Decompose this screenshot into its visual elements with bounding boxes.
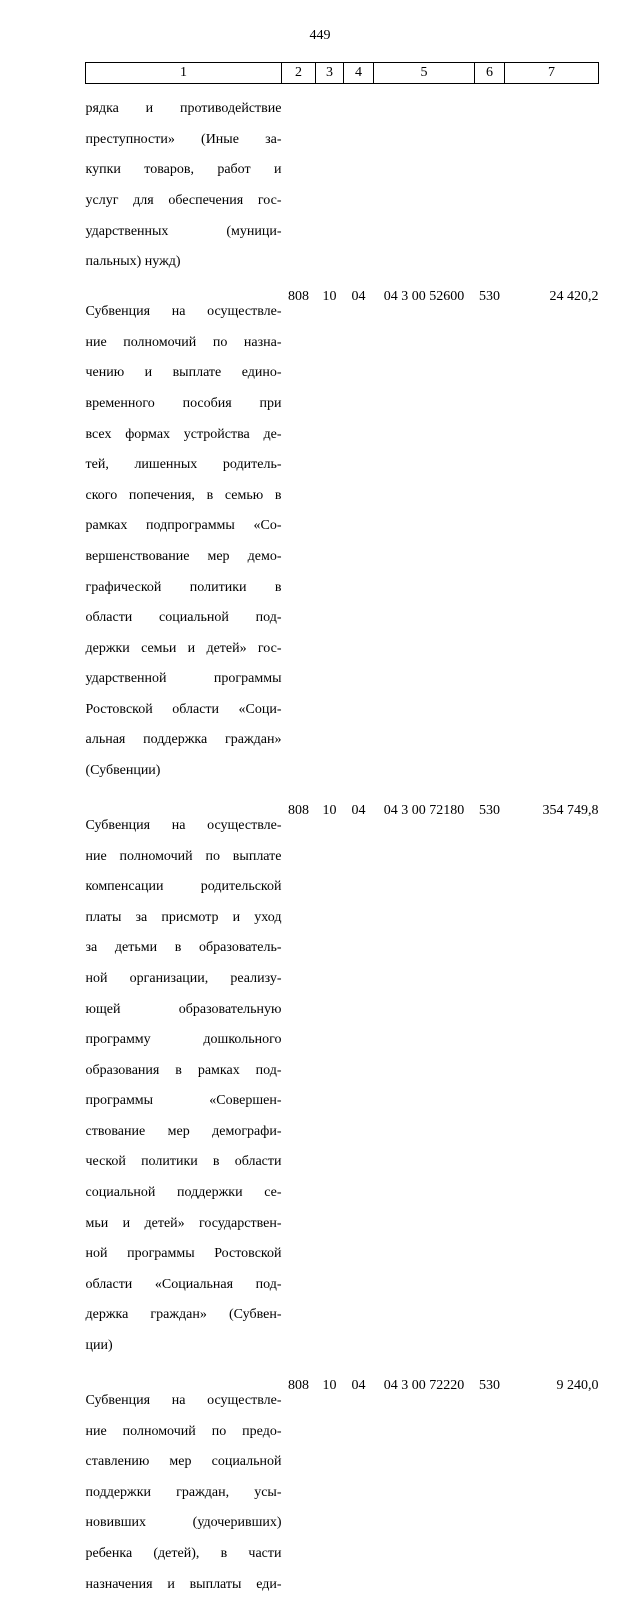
text-line: пальных) нужд) (86, 254, 282, 269)
header-col-1: 1 (86, 63, 282, 84)
text-line: ной программы Ростовской (86, 1246, 282, 1261)
header-col-3: 3 (316, 63, 344, 84)
text-line: временного пособия при (86, 396, 282, 411)
text-line: мьи и детей» государствен- (86, 1216, 282, 1231)
row-description (86, 288, 282, 802)
text-line: ние полномочий по предо- (86, 1424, 282, 1439)
text-line: платы за присмотр и уход (86, 910, 282, 925)
ved-code: 808 (282, 1377, 316, 1615)
row-description (86, 1377, 282, 1615)
section-code: 10 (316, 1377, 344, 1615)
amount-value: 9 240,0 (505, 1377, 599, 1615)
text-line: держки семьи и детей» гос- (86, 641, 282, 656)
subsection-code: 04 (344, 288, 374, 802)
text-line: поддержки граждан, усы- (86, 1485, 282, 1500)
table-body (86, 84, 599, 1615)
table-row (86, 802, 599, 1377)
table-header (86, 63, 599, 84)
subsection-code: 04 (344, 1377, 374, 1615)
text-line: Субвенция на осуществле- (86, 818, 282, 833)
table-row (86, 1377, 599, 1615)
header-col-4: 4 (344, 63, 374, 84)
text-line: области социальной под- (86, 610, 282, 625)
row-description (86, 802, 282, 1377)
text-line: ставлению мер социальной (86, 1454, 282, 1469)
budget-table (85, 62, 599, 1615)
text-line: Ростовской области «Соци- (86, 702, 282, 717)
text-line: чению и выплате едино- (86, 365, 282, 380)
header-col-6: 6 (475, 63, 505, 84)
text-line: ребенка (детей), в части (86, 1546, 282, 1561)
text-line: ние полномочий по назна- (86, 335, 282, 350)
header-col-5: 5 (374, 63, 475, 84)
text-line: тей, лишенных родитель- (86, 457, 282, 472)
text-line: вершенствование мер демо- (86, 549, 282, 564)
page-number: 449 (0, 28, 640, 44)
text-line: компенсации родительской (86, 879, 282, 894)
text-line: всех формах устройства де- (86, 427, 282, 442)
text-line: новивших (удочеривших) (86, 1515, 282, 1530)
text-line: графической политики в (86, 580, 282, 595)
text-line: преступности» (Иные за- (86, 132, 282, 147)
text-line: ющей образовательную (86, 1002, 282, 1017)
ved-code: 808 (282, 288, 316, 802)
text-line: назначения и выплаты еди- (86, 1577, 282, 1592)
expense-type-code: 530 (475, 1377, 505, 1615)
expense-type-code: 530 (475, 288, 505, 802)
text-line: ние полномочий по выплате (86, 849, 282, 864)
text-line: образования в рамках под- (86, 1063, 282, 1078)
section-code: 10 (316, 288, 344, 802)
text-line: рамках подпрограммы «Со- (86, 518, 282, 533)
target-article-code: 04 3 00 52600 (374, 288, 475, 802)
ved-code: 808 (282, 802, 316, 1377)
text-line: ствование мер демографи- (86, 1124, 282, 1139)
text-line: ции) (86, 1338, 282, 1353)
amount-value: 24 420,2 (505, 288, 599, 802)
header-col-7: 7 (505, 63, 599, 84)
table-row (86, 288, 599, 802)
table-row-continued (86, 84, 599, 288)
text-line: за детьми в образователь- (86, 940, 282, 955)
header-col-2: 2 (282, 63, 316, 84)
text-line: купки товаров, работ и (86, 162, 282, 177)
text-line: ударственной программы (86, 671, 282, 686)
subsection-code: 04 (344, 802, 374, 1377)
text-line: Субвенция на осуществле- (86, 304, 282, 319)
continued-description (86, 84, 282, 288)
text-line: рядка и противодействие (86, 101, 282, 116)
text-line: альная поддержка граждан» (86, 732, 282, 747)
text-line: (Субвенции) (86, 763, 282, 778)
text-line: держка граждан» (Субвен- (86, 1307, 282, 1322)
text-line: программы «Совершен- (86, 1093, 282, 1108)
text-line: услуг для обеспечения гос- (86, 193, 282, 208)
text-line: ной организации, реализу- (86, 971, 282, 986)
text-line: ударственных (муници- (86, 224, 282, 239)
text-line: области «Социальная под- (86, 1277, 282, 1292)
text-line: социальной поддержки се- (86, 1185, 282, 1200)
text-line: программу дошкольного (86, 1032, 282, 1047)
text-line: Субвенция на осуществле- (86, 1393, 282, 1408)
expense-type-code: 530 (475, 802, 505, 1377)
text-line: ческой политики в области (86, 1154, 282, 1169)
text-line: ского попечения, в семью в (86, 488, 282, 503)
target-article-code: 04 3 00 72220 (374, 1377, 475, 1615)
target-article-code: 04 3 00 72180 (374, 802, 475, 1377)
amount-value: 354 749,8 (505, 802, 599, 1377)
section-code: 10 (316, 802, 344, 1377)
